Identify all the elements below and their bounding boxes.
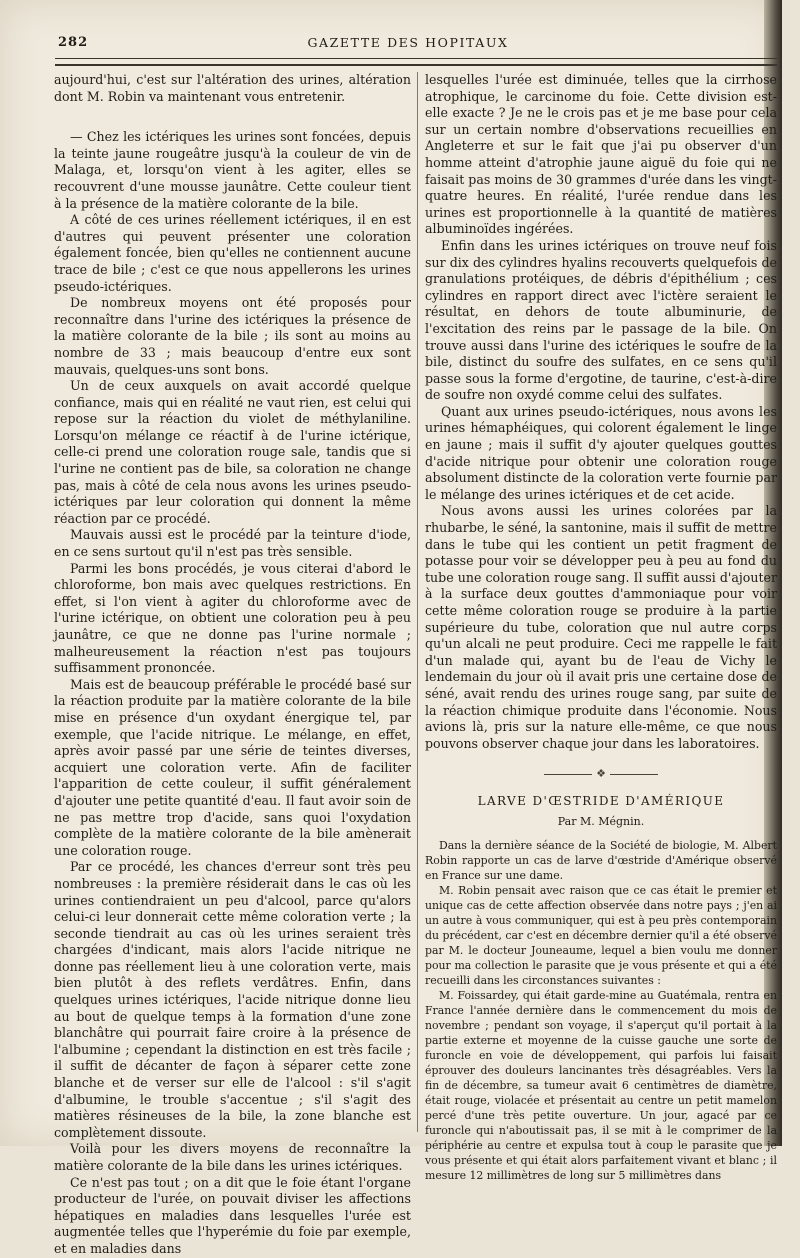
left-column (54, 72, 411, 1258)
header-rule-thick (55, 64, 777, 66)
paragraph: A côté de ces urines réellement ictériques, il en est d'autres qui peuvent présenter une coloration également foncée, bien qu'elles ne contiennent aucune trace de bile ; c'est ce que nous appellerons les urines pseudo-ictériques. (54, 212, 411, 294)
article-author: Par M. Mégnin. (557, 814, 645, 828)
paragraph: — Chez les ictériques les urines sont foncées, depuis la teinte jaune rougeâtre jusqu'à la couleur de vin de Malaga, et, lorsqu'on vient à les agiter, elles se recouvrent d'une mousse jaunâtre. Cette couleur tient à la présence de la matière colorante de la bile. (54, 129, 411, 211)
paragraph: Un de ceux auxquels on avait accordé quelque confiance, mais qui en réalité ne vaut rien, est celui qui repose sur la réaction du violet de méthylaniline. Lorsqu'on mélange ce réactif à de l'urine ictérique, celle-ci prend une coloration rouge sale, tandis que si l'urine ne contient pas de bile, sa coloration ne change pas, mais à côté de cela nous avons les urines pseudo-ictériques par leur coloration qui donnent la même réaction par ce procédé. (54, 378, 411, 526)
section-ornament: ❖ (425, 766, 777, 783)
paragraph: aujourd'hui, c'est sur l'altération des urines, altération dont M. Robin va maintenant vous entretenir. (54, 72, 411, 104)
paragraph: Voilà pour les divers moyens de reconnaître la matière colorante de la bile dans les urines ictériques. (54, 1141, 411, 1173)
paragraph: Quant aux urines pseudo-ictériques, nous avons les urines hémaphéiques, qui colorent également le linge en jaune ; mais il suffit d'y ajouter quelques gouttes d'acide nitrique pour obtenir une coloration rouge absolument distincte de la coloration verte fournie par le mélange des urines ictériques et de cet acide. (425, 403, 777, 502)
paragraph: Nous avons aussi les urines colorées par la rhubarbe, le séné, la santonine, mais il suffit de mettre dans le tube qui les contient un petit fragment de potasse pour voir se développer peu à peu au fond du tube une coloration rouge sang. Il suffit aussi d'ajouter à la surface deux gouttes d'ammoniaque pour voir cette même coloration rouge se produire à la partie supérieure du tube, coloration que nul autre corps qu'un alcali ne peut produire. Ceci me rappelle le fait d'un malade qui, ayant bu de l'eau de Vichy le lendemain du jour où il avait pris une certaine dose de séné, avait rendu des urines rouge sang, par suite de la réaction chimique produite dans l'économie. Nous avions là, pris sur la nature elle-même, ce que nous pouvons observer chaque jour dans les laboratoires. (425, 503, 777, 751)
right-column (425, 72, 777, 1183)
journal-title: GAZETTE DES HOPITAUX (307, 35, 509, 50)
header-rule-thin (55, 58, 777, 59)
paragraph: Enfin dans les urines ictériques on trouve neuf fois sur dix des cylindres hyalins recouverts quelquefois de granulations protéiques, de débris d'épithélium ; ces cylindres en rapport direct avec l'ictère seraient le résultat, en dehors de toute albuminurie, de l'excitation des reins par le passage de la bile. On trouve aussi dans l'urine des ictériques le soufre de la bile, distinct du soufre des sulfates, en ce sens qu'il passe sous la forme d'ergotine, de taurine, c'est-à-dire de soufre non oxydé comme celui des sulfates. (425, 237, 777, 403)
column-divider (417, 72, 418, 1132)
paragraph: Ce n'est pas tout ; on a dit que le foie étant l'organe producteur de l'urée, on pouvait diviser les affections hépatiques en maladies dans lesquelles l'urée est augmentée telles que l'hyperémie du foie par exemple, et en maladies dans (54, 1174, 411, 1256)
paragraph: Mauvais aussi est le procédé par la teinture d'iode, en ce sens surtout qu'il n'est pas très sensible. (54, 527, 411, 560)
paragraph: Dans la dernière séance de la Société de biologie, M. Albert Robin rapporte un cas de larve d'œstride d'Amérique observé en France sur une dame. (425, 839, 777, 883)
article-body (425, 838, 777, 1183)
paragraph: Par ce procédé, les chances d'erreur sont très peu nombreuses : la première résiderait dans le cas où les urines contiendraient un peu d'alcool, parce qu'alors celui-ci leur donnerait cette même coloration verte ; la seconde tiendrait au cas où les urines seraient très chargées d'indicant, mais alors l'acide nitrique ne donne pas réellement lieu à une coloration verte, mais bien plutôt à des reflets verdâtres. Enfin, dans quelques urines ictériques, l'acide nitrique donne lieu au bout de quelque temps à la formation d'une zone blanchâtre qui pourrait faire croire à la présence de l'albumine ; cependant la distinction en est très facile ; il suffit de décanter de façon à séparer cette zone blanche et de verser sur elle de l'alcool : s'il s'agit d'albumine, le trouble s'accentue ; s'il s'agit des matières résineuses de la bile, la zone blanche est complètement dissoute. (54, 859, 411, 1140)
paragraph: Mais est de beaucoup préférable le procédé basé sur la réaction produite par la matière colorante de la bile mise en présence d'un oxydant énergique tel, par exemple, que l'acide nitrique. Le mélange, en effet, après avoir passé par une série de teintes diverses, acquiert une coloration verte. Afin de faciliter l'apparition de cette couleur, il suffit généralement d'ajouter une petite quantité d'eau. Il faut avoir soin de ne pas mettre trop d'acide, sans quoi l'oxydation complète de la matière colorante de la bile amènerait une coloration rouge. (54, 676, 411, 858)
page-header (58, 33, 758, 55)
paragraph: Parmi les bons procédés, je vous citerai d'abord le chloroforme, bon mais avec quelques restrictions. En effet, si l'on vient à agiter du chloroforme avec de l'urine ictérique, on obtient une coloration peu à peu jaunâtre, ce que ne donne pas l'urine normale ; malheureusement la réaction n'est pas toujours suffisamment prononcée. (54, 560, 411, 676)
paragraph: M. Foissardey, qui était garde-mine au Guatémala, rentra en France l'année dernière dans le commencement du mois de novembre ; pendant son voyage, il s'aperçut qu'il portait à la partie externe et moyenne de la cuisse gauche une sorte de furoncle en voie de développement, qui parfois lui faisait éprouver des douleurs lancinantes très désagréables. Vers la fin de décembre, sa tumeur avait 6 centimètres de diamètre, était rouge, violacée et présentait au centre un petit mamelon percé d'une très petite ouverture. Un jour, agacé par ce furoncle qui n'aboutissait pas, il se mit à le comprimer de la périphérie au centre et expulsa tout à coup le parasite que je vous présente et qui était alors parfaitement vivant et blanc ; il mesure 12 millimètres de long sur 5 millimètres dans (425, 989, 777, 1183)
page-number: 282 (58, 35, 89, 50)
paragraph: De nombreux moyens ont été proposés pour reconnaître dans l'urine des ictériques la présence de la matière colorante de la bile ; ils sont au moins au nombre de 33 ; mais beaucoup d'entre eux sont mauvais, quelques-uns sont bons. (54, 295, 411, 377)
paragraph: M. Robin pensait avec raison que ce cas était le premier et unique cas de cette affection observée dans notre pays ; j'en ai un autre à vous communiquer, qui est à peu près contemporain du précédent, car c'est en décembre dernier qu'il a été observé par M. le docteur Jouneaume, lequel a bien voulu me donner pour ma collection le parasite que je vous présente et qui a été recueilli dans les circonstances suivantes : (425, 884, 777, 988)
article-title: LARVE D'ŒSTRIDE D'AMÉRIQUE (477, 793, 725, 808)
paragraph: lesquelles l'urée est diminuée, telles que la cirrhose atrophique, le carcinome du foie. Cette division est-elle exacte ? Je ne le crois pas et je me base pour cela sur un certain nombre d'observations recueillies en Angleterre et sur le fait que j'ai pu observer d'un homme atteint d'atrophie jaune aiguë du foie qui ne faisait pas moins de 30 grammes d'urée dans les vingt-quatre heures. En réalité, l'urée rendue dans les urines est proportionnelle à la quantité de matières albuminoïdes ingérées. (425, 72, 777, 237)
